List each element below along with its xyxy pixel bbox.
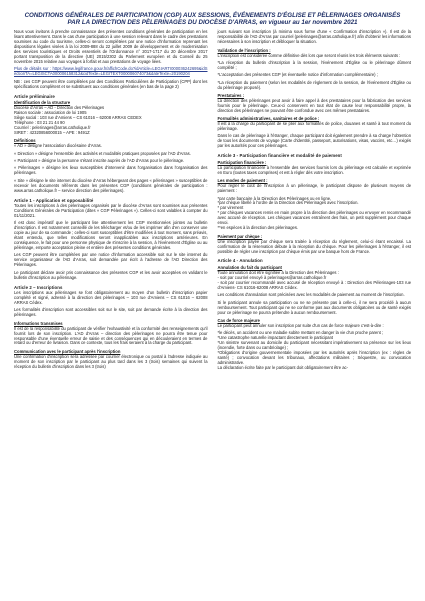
document-title — [14, 12, 411, 26]
definition-item: « Direction » désigne l'ensemble des activités et modalités pratiques proposées par l'AD d'Arras. — [14, 150, 191, 156]
annulation-heading: Annulation du fait du participant — [217, 265, 282, 271]
title-line-2: PAR LA DIRECTION DES PÈLERINAGES DU DIOCÈSE D'ARRAS, en vigueur au 1er novembre 2021 — [67, 19, 358, 27]
ident-line: Raison sociale : association de loi 1905 — [14, 110, 87, 116]
validation-paragraph: *L'acceptation des présentes CGP (et éventuelle notice d'information complémentaire) ; — [217, 72, 378, 78]
force-majeure-paragraph: *Une catastrophe naturelle impactant directement le participant — [217, 335, 334, 341]
formalites-paragraph: Il est à la charge du participant de se plier aux formalités de police, douanes et santé à tout moment du pèlerinage. — [217, 121, 411, 132]
modes-paiement-item: Pour régler le coût de l'inscription à un pèlerinage, le participant dispose de plusieurs moyens de paiement : — [217, 183, 411, 194]
identification-heading: Identification de la structure — [14, 100, 71, 106]
ident-line: Siège social : 103 rue d'Amiens – CS 61016 – 62008 ARRAS CEDEX — [14, 115, 142, 121]
modes-paiement-heading: Les modes de paiement : — [217, 178, 268, 184]
definition-item: « Pèlerinages » désigne les lieux susceptibles d'intervenir dans l'organisation dans l'organisation des pèlerinages. — [14, 165, 208, 176]
force-majeure-paragraph: Le participant peut annuler son inscription par suite d'un cas de force majeure c'est-à-dire : — [217, 322, 384, 328]
paiement-cheque-heading: Paiement par chèque : — [217, 233, 263, 239]
formalites-heading: Formalités administratives, sanitaires et de police : — [217, 116, 320, 122]
article-4-heading: Article 4 - Annulation — [217, 258, 263, 264]
definition-item: « Participant » désigne la personne s'étant inscrite auprès de l'AD d'Arras pour le pèlerinage. — [14, 158, 185, 164]
article-1-paragraph: Toutes les inscriptions à des pèlerinages organisés par le diocèse d'Arras sont soumises aux présentes Conditions Générales de Participation (dites « CGP Pèlerinages »). Celles-ci sont valables à compter du 01/11/2021. — [14, 203, 208, 218]
definitions-heading: Définitions — [14, 138, 36, 144]
ident-line: Courriel : pelerinages@arras.catholique.fr — [14, 125, 91, 131]
right-column — [218, 30, 412, 373]
intro-paragraph: Nous vous invitons à prendre connaissance des présentes conditions générales de participation en les lisant attentivement. Dans le cas d'une participation à une session relevant dans le cadre des prestations soumises au code du tourisme, celles-ci seront complétées par une notice d'information reprenant les dispositions légales visées à la loi 2009-888 du 22 juillet 2009 de développement et de modernisation des services touristiques et Droits essentiels de l'Ordonnance n° 2017-1717 du 20 décembre 2017 portant transposition de la directive (UE) 2015/2302 du Parlement européen et du Conseil du 25 novembre 2015 relative aux voyages à forfait et aux prestations de voyage liées. — [14, 29, 208, 65]
definition-item: « Site » désigne le site internet du diocèse d'Arras hébergeant des pages « pèlerinages » susceptibles de recevoir les documents référents dans les présentes CGP (conditions générales de participation : www.arras.catholique.fr – service direction des pèlerinages). — [14, 177, 208, 193]
article-1-heading: Article 1 - Application et opposabilité — [14, 197, 94, 203]
article-1-paragraph: Les CGP peuvent être complétées par une notice d'information accessible soit sur le site internet du service organisateur de l'AD d'Arras, soit demandée par écrit à l'adresse de l'AD Direction des Pèlerinages. — [14, 252, 208, 268]
force-majeure-paragraph: *Obligations d'origine gouvernementale imposées par les autorités après l'inscription (ex : règles de santé) ; convocation devant les tribunaux, affectations militaires ; Séquestre, ou convocation administrative. — [217, 350, 411, 365]
article-2-heading: Article 2 – Inscriptions — [14, 284, 63, 290]
paiement-cheque-paragraph: Une inscription payée par chèque sera traitée à réception du règlement, celui-ci étant encaissé. La confirmation de la réservation débute à la réception du chèque. Pour les pèlerinages à l'étranger, il est possible de régler une inscription par chèque émis par une banque hors de France. — [217, 238, 411, 254]
modes-paiement-item: *par chèque libellé à l'ordre de la Direction des Pèlerinages avec l'inscription. — [217, 200, 359, 206]
ident-line: SIRET : 42320856000015 – APE : 9491Z — [14, 130, 90, 136]
definition-item: « AD » désigne l'association diocésaine d'Arras. — [14, 143, 102, 149]
annulation-paragraph: Toute annulation doit être signifiée à la Direction des Pèlerinages : — [217, 270, 339, 276]
validation-paragraph: *La réception du paiement (selon les modalités de règlement de la session, de l'événement d'Église ou du pèlerinage proposé). — [217, 79, 411, 90]
article-1-paragraph: Il est donc impératif que le participant lise attentivement les CGP mentionnées jointes au bulletin d'inscription. Il est notamment conseillé de les télécharger et/ou de les imprimer afin d'en conserver une copie au jour de sa commande ; celles-ci sont susceptibles d'être modifiées à tout moment, sans préavis, étant entendu, que telles modifications seront inapplicables aux inscriptions antérieures. En conséquence, le fait pour une personne physique de s'inscrire à la session, à l'événement d'Église ou au pèlerinage, emporte acceptation pleine et entière des présentes conditions générales. — [14, 220, 208, 251]
article-2-paragraph: Les formalités d'inscription sont accessibles soit sur le site, soit par demande écrite à la direction des pèlerinages. — [14, 307, 208, 318]
modes-paiement-item: * par chèques vacances remis en main propre à la direction des pèlerinages ou envoyer en recommandé avec accusé de réception. Les chèques vacances entraînent des frais, un petit supplément pour chaque envoi. — [217, 210, 411, 226]
modes-paiement-item: * par virement — [217, 205, 244, 211]
modes-paiement-item: *par carte bancaire à la Direction des Pèlerinages ou en ligne, — [217, 195, 332, 201]
participation-financiere-heading: Participation financière : — [217, 159, 267, 165]
ident-line: Diocèse d'Arras – AD - Direction des Pèlerinages — [14, 105, 105, 111]
article-preliminaire-heading: Article préliminaire — [14, 93, 55, 99]
prestataires-heading: Prestataires : — [217, 92, 245, 98]
force-majeure-paragraph: *le décès, un accident ou une maladie subite mettant en danger la vie d'un proche parent ; — [217, 330, 384, 336]
nb-paragraph: NB : ces CGP peuvent être complétées par des Conditions Particulières de Participation (CPP) dont les spécifications complètent et se substituent aux conditions générales (en bas de la page 2) — [14, 78, 208, 89]
annulation-paragraph: - soit par courrier recommandé avec accusé de réception envoyé à : Direction des Pèlerinages-103 rue d'Amiens- CS 61016-62008 ARRAS Cédex. — [217, 279, 411, 290]
force-majeure-paragraph: La déclaration écrite faite par le participant doit obligatoirement être ac- — [217, 364, 349, 370]
informations-heading: Informations transmises — [14, 320, 63, 326]
title-line-1: CONDITIONS GÉNÉRALES DE PARTICIPATION (CGP) AUX SESSIONS, ÉVÉNEMENTS D'ÉGLISE ET PÈLERINAGES ORGANISÉS — [24, 12, 401, 19]
confirmation-paragraph: jours suivant son inscription (à minima sous forme d'une « Confirmation d'inscription »). Il est de la responsabilité de l'AD d'Arras par courriel (pelerinages@arras.catholique.fr) afin d'obtenir les informations nécessaires à son inscription et débloquer la situation. — [217, 29, 411, 45]
validation-paragraph: *La réception du bulletin d'inscription à la session, l'événement d'Église ou le pèlerinage dûment complété ; — [217, 60, 411, 70]
article-1-paragraph: Le participant déclare avoir pris connaissance des présentes CGP et les avoir acceptées en validant le bulletin d'inscription au pèlerinage. — [14, 269, 208, 280]
validation-heading: Validation de l'inscription : — [217, 47, 271, 53]
article-2-paragraph: Les inscriptions aux pèlerinages se font obligatoirement au moyen d'un bulletin d'inscription papier complété et signé, adressé à la direction des pèlerinages – 103 rue d'Amiens – CS 61016 – 62008 ARRAS Cédex. — [14, 290, 208, 305]
communication-heading: Communication avec le participant après l'inscription — [14, 348, 121, 354]
communication-paragraph: Une confirmation d'inscription sera adressée par courrier électronique ou postal à l'adresse indiquée au moment de son inscription par le participant au plus tard dans les 3 (trois) semaines qui suivent la réception du bulletin d'inscription dans les 3 (trois) — [14, 353, 208, 369]
annulation-paragraph: Les conditions d'annulation sont précisées avec les modalités de paiement au moment de l'inscription. — [217, 292, 405, 298]
prestataires-paragraph: La direction des pèlerinages peut avoir à faire appel à des prestataires pour la fabrication des services fournis pour le pèlerinage. Ceux-ci conservent en tout état de cause leur responsabilité propre, la direction des pèlerinages ne pouvant être confondue avec ces mêmes prestataires. — [217, 97, 411, 113]
left-column — [14, 30, 208, 373]
modes-paiement-item: **en espèces à la direction des pèlerinages. — [217, 225, 299, 231]
legifrance-link[interactable]: Plus de détails sur : https://www.legifrance.gouv.fr/affichCode.do?idArticle=LEGIARTI000036242695&idSectionTA=LEGISCTA000006158312&cidTexte=LEGITEXT000006074073&dateTexte=20190204 — [14, 66, 208, 77]
participation-financiere-paragraph: La participation financière à l'ensemble des services fournis lors du pèlerinage est calculée et exprimée en Euro (toutes taxes comprises) et est à régler dès votre inscription. — [217, 164, 411, 175]
validation-paragraph: L'inscription est considérée comme définitive dès lors que seront réunis les trois éléments suivants : — [217, 52, 401, 58]
article-3-heading: Article 3 - Participation financière et modalité de paiement — [217, 153, 342, 159]
force-majeure-heading: Cas de force majeure — [217, 317, 260, 323]
annulation-paragraph: - soit par courriel envoyé à pelerinages@arras.catholique.fr — [217, 275, 327, 280]
annulation-paragraph: Si le participant annule sa participation ou ne se présente pas à celle-ci, il ne sera procédé à aucun remboursement. Tout participant qui ne se conforme pas aux documents obligatoires ou de santé exigés pour ce pèlerinage ne pourra prétendre à aucun remboursement. — [217, 299, 411, 315]
informations-paragraph: Il est de la responsabilité du participant de vérifier l'exhaustivité et la conformité des renseignements qu'il fournit lors de son inscription. L'AD d'Arras – direction des pèlerinages ne pourra être tenue pour responsable d'une éventuelle erreur de saisie et des conséquences qui en découleraient en termes de retard ou d'erreur de livraison. Dans ce contexte, tous les frais seraient à la charge du participant. — [14, 325, 208, 346]
formalites-paragraph: Dans le cas de pèlerinage à l'étranger, chaque participant doit également prendre à sa charge l'obtention de tous les documents de voyage (Carte d'identité, passeport, autorisations, visas, vaccins, etc…) exigés par les autorités pour ces pèlerinages. — [217, 133, 411, 149]
force-majeure-paragraph: *Un sinistre survenant au domicile du participant nécessitant impérativement sa présence sur les lieux (incendie, forte dans ou cambriolage) ; — [217, 340, 411, 351]
ident-line: Téléphone : 03 21 21 44 90 — [14, 120, 65, 126]
